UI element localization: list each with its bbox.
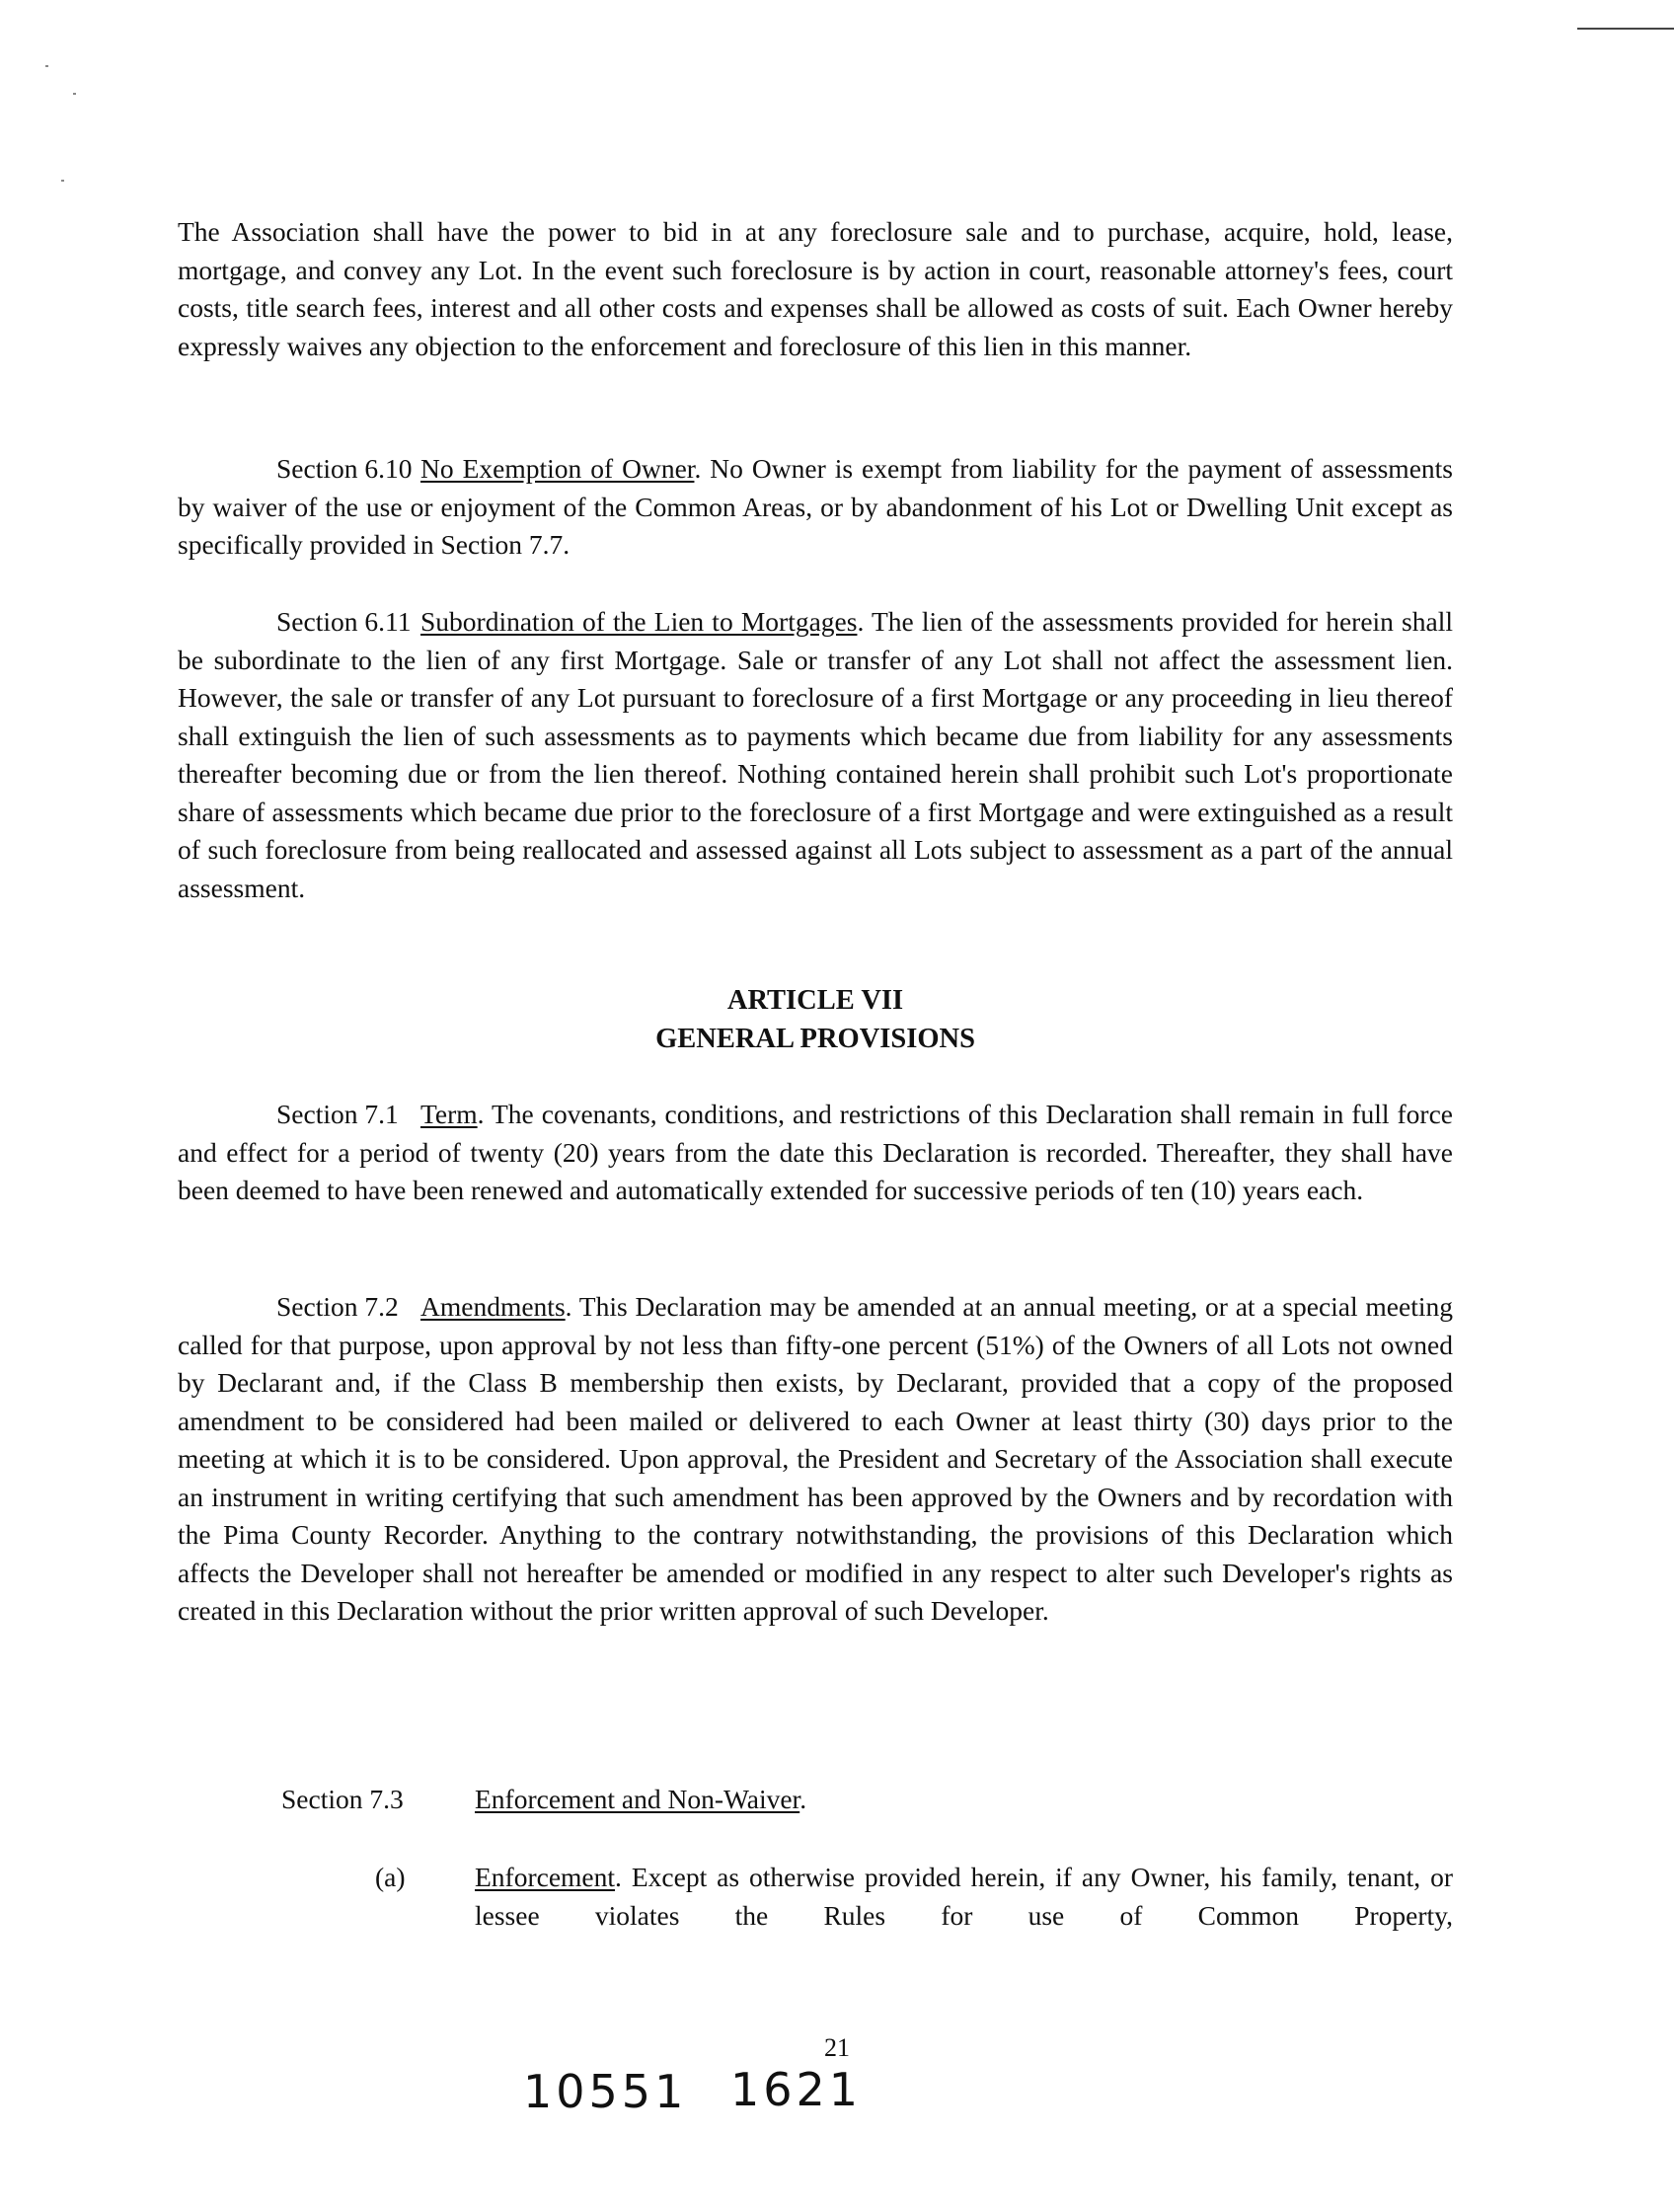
- section-6-11: [178, 603, 1453, 907]
- section-7-1: [178, 1096, 1453, 1210]
- section-body: . This Declaration may be amended at an annual meeting, or at a special meeting called for that purpose, upon approval by not less than fifty-one percent (51%) of the Owners of all Lots not owned by Declarant and, if the Class B membership then exists, by Declarant, provided that a copy of the proposed amendment to be considered had been mailed or delivered to each Owner at least thirty (30) days prior to the meeting at which it is to be considered. Upon approval, the President and Secretary of the Association shall execute an instrument in writing certifying that such amendment has been approved by the Owners and by recordation with the Pima County Recorder. Anything to the contrary notwithstanding, the provisions of this Declaration which affects the Developer shall not hereafter be amended or modified in any respect to alter such Developer's rights as created in this Declaration without the prior written approval of such Developer.: [178, 1291, 1453, 1626]
- recording-page-number: 1621: [730, 2063, 863, 2116]
- article-title: GENERAL PROVISIONS: [655, 1023, 975, 1054]
- section-title: No Exemption of Owner: [420, 453, 695, 484]
- section-label: Section 6.11: [276, 606, 412, 637]
- scan-edge-mark: [1577, 28, 1674, 30]
- subsection-body: . Except as otherwise provided herein, if any Owner, his family, tenant, or lessee violates the Rules for use of Common Property,: [475, 1862, 1453, 1931]
- section-body: . The covenants, conditions, and restrictions of this Declaration shall remain in full force and effect for a period of twenty (20) years from the date this Declaration is recorded. Thereafter, they shall have been deemed to have been renewed and automatically extended for successive periods of ten (10) years each.: [178, 1099, 1453, 1205]
- section-title-suffix: .: [799, 1784, 807, 1814]
- section-title: Enforcement and Non-Waiver: [475, 1784, 800, 1814]
- section-label: Section 7.1: [276, 1099, 399, 1129]
- section-7-3: [281, 1781, 806, 1819]
- article-number: ARTICLE VII: [726, 985, 904, 1016]
- scan-speck: [73, 93, 76, 95]
- section-body: . No Owner is exempt from liability for the payment of assessments by waiver of the use or enjoyment of the Common Areas, or by abandonment of his Lot or Dwelling Unit except as specifically provided in Section 7.7.: [178, 453, 1453, 560]
- article-heading: [178, 982, 1453, 1058]
- paragraph-text: The Association shall have the power to bid in at any foreclosure sale and to purchase, acquire, hold, lease, mortgage, and convey any Lot. In the event such foreclosure is by action in court, reasonable attorney's fees, court costs, title search fees, interest and all other costs and expenses shall be allowed as costs of suit. Each Owner hereby expressly waives any objection to the enforcement and foreclosure of this lien in this manner.: [178, 216, 1453, 361]
- section-6-10: [178, 450, 1453, 565]
- section-7-2: [178, 1288, 1453, 1631]
- section-title: Term: [420, 1099, 478, 1129]
- subsection-letter: (a): [375, 1862, 406, 1892]
- section-title: Amendments: [420, 1291, 566, 1322]
- page-number: 21: [824, 2033, 850, 2062]
- scan-speck: [45, 65, 48, 67]
- section-label: Section 7.2: [276, 1291, 399, 1322]
- section-body: . The lien of the assessments provided for herein shall be subordinate to the lien of any first Mortgage. Sale or transfer of any Lot shall not affect the assessment lien. However, the sale or transfer of any Lot pursuant to foreclosure of a first Mortgage or any proceeding in lieu thereof shall extinguish the lien of such assessments as to payments which became due from liability for any assessments thereafter becoming due or from the lien thereof. Nothing contained herein shall prohibit such Lot's proportionate share of assessments which became due prior to the foreclosure of a first Mortgage and were extinguished as a result of such foreclosure from being reallocated and assessed against all Lots subject to assessment as a part of the annual assessment.: [178, 606, 1453, 903]
- section-title: Subordination of the Lien to Mortgages: [420, 606, 858, 637]
- recording-docket-number: 10551: [523, 2065, 688, 2118]
- paragraph-foreclosure-powers: [178, 213, 1453, 365]
- section-label: Section 7.3: [281, 1784, 404, 1814]
- subsection-title: Enforcement: [475, 1862, 616, 1892]
- section-label: Section 6.10: [276, 453, 413, 484]
- scan-speck: [61, 180, 64, 182]
